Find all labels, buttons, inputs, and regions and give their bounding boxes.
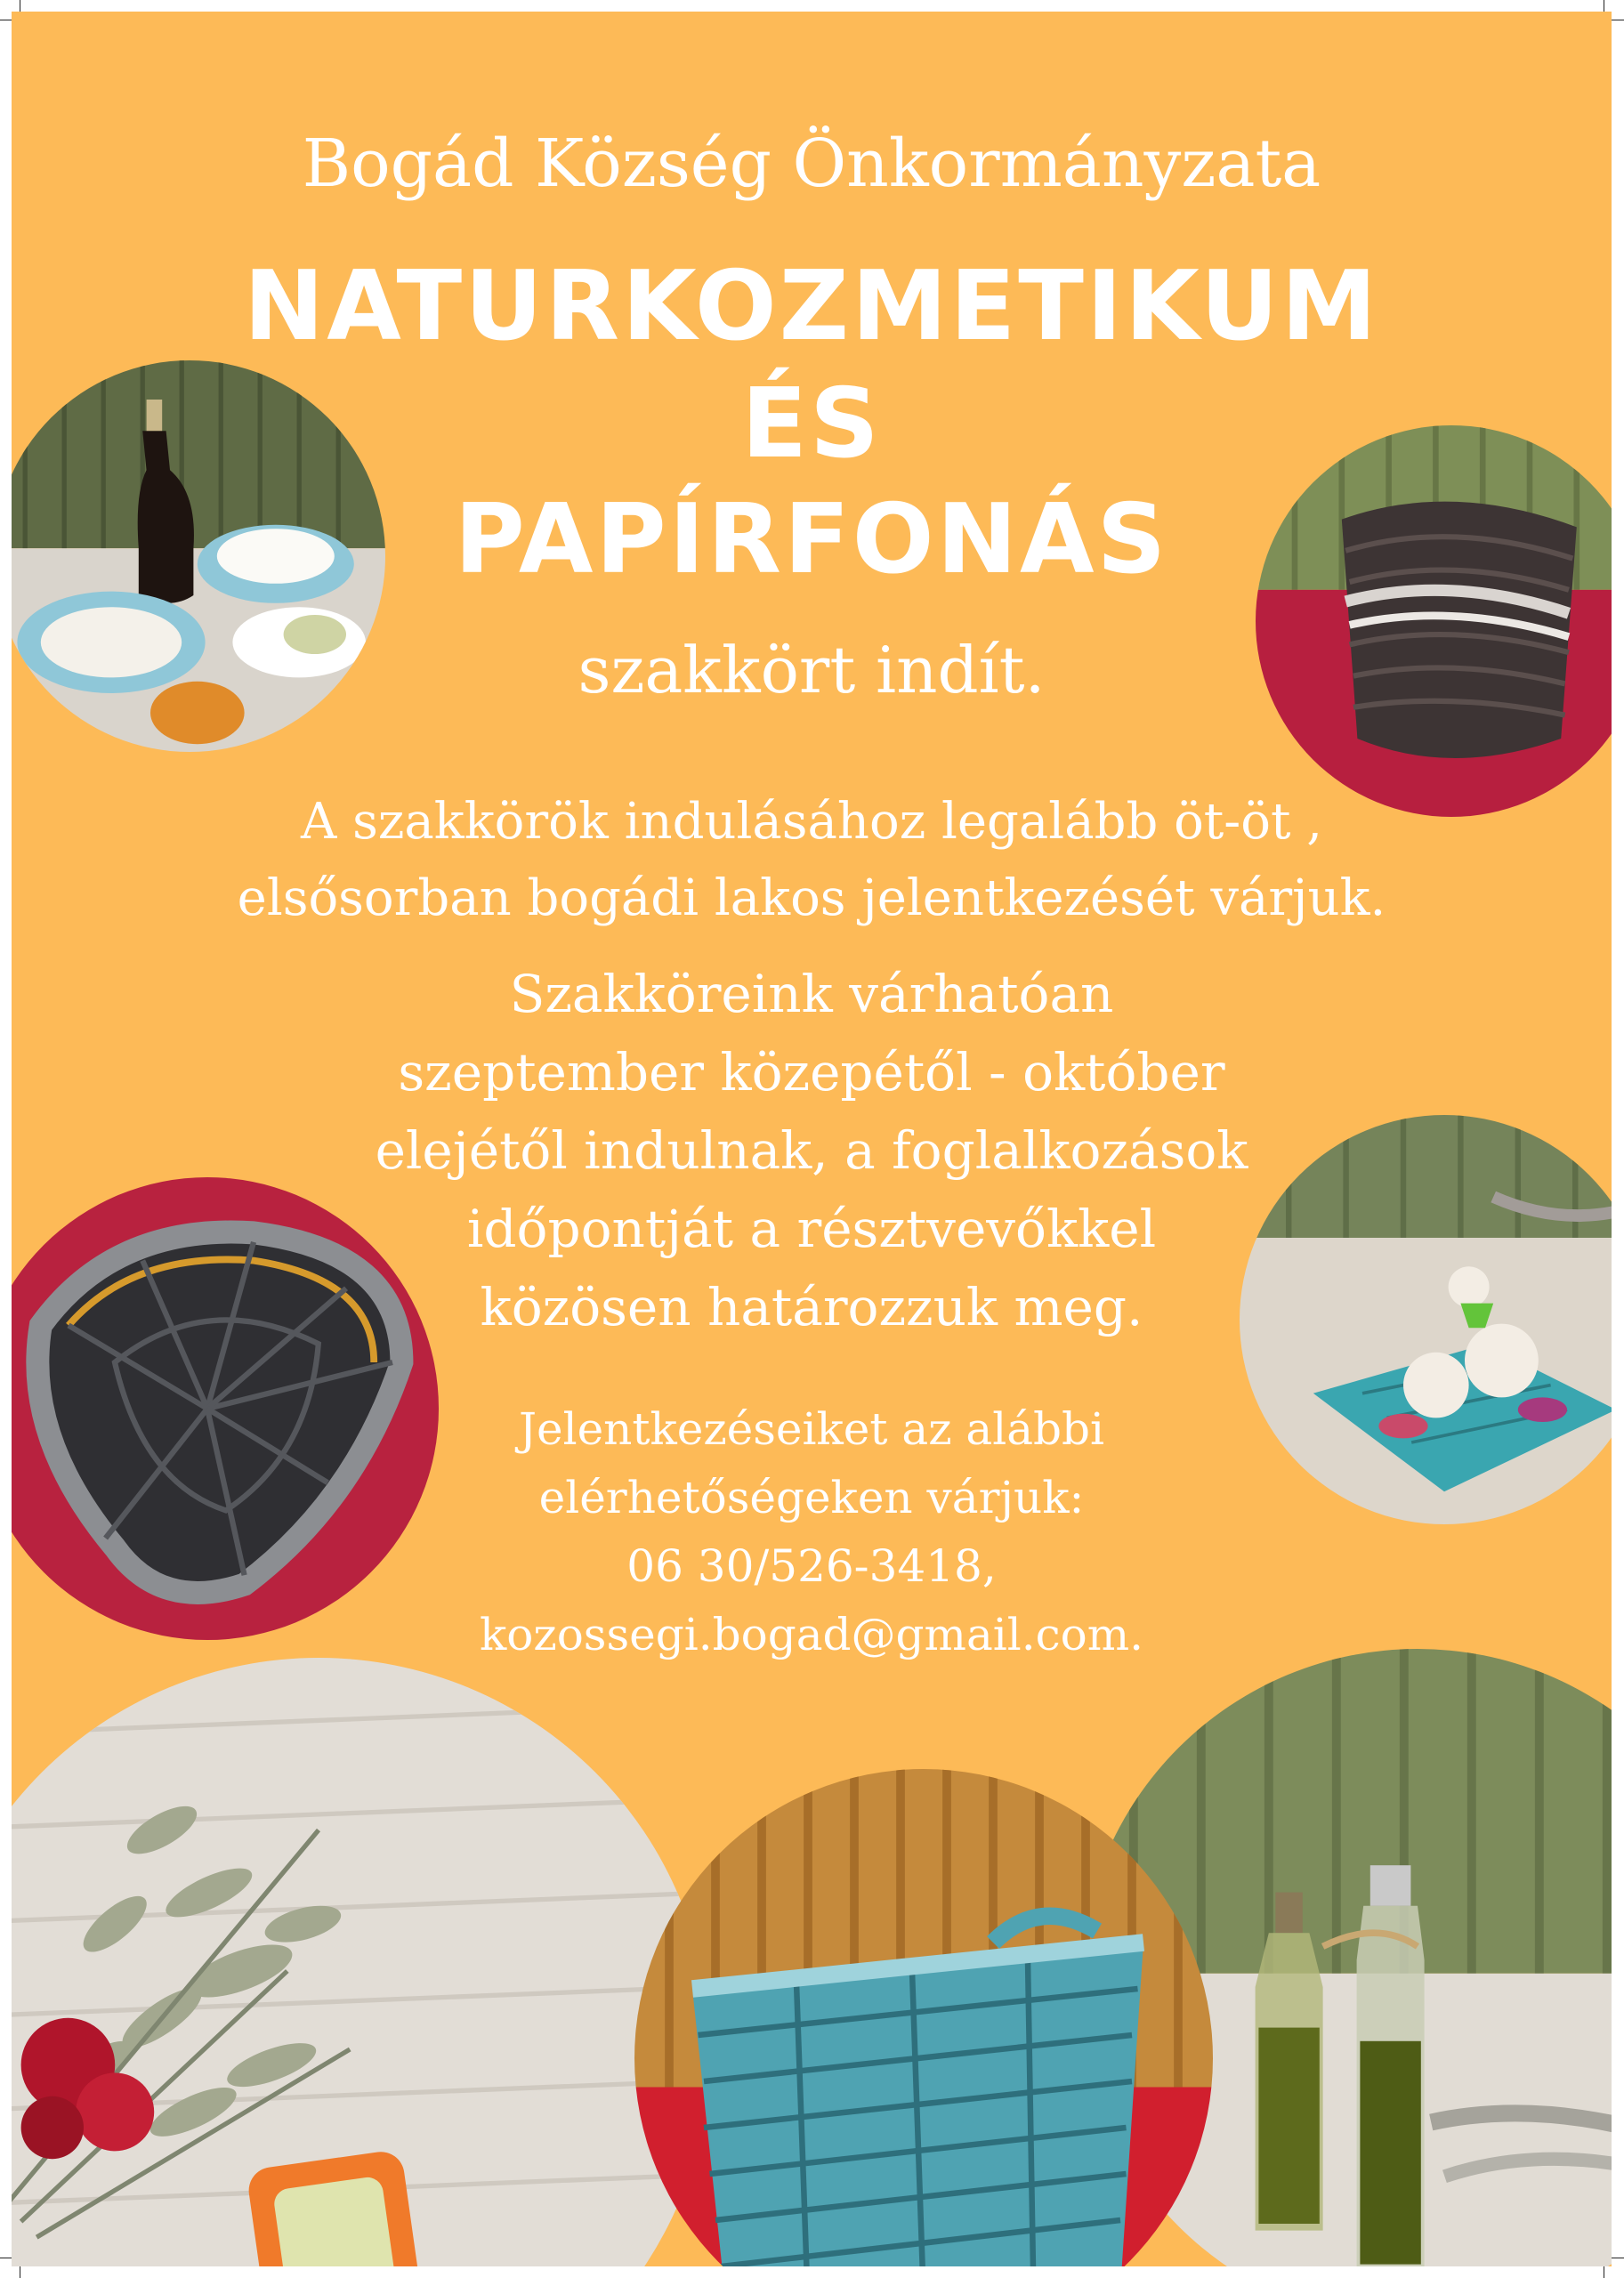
title-line-1: NATURKOZMETIKUM (243, 251, 1380, 362)
contact-line-1: Jelentkezéseiket az alábbi (518, 1403, 1105, 1455)
requirement-paragraph (12, 784, 1612, 937)
schedule-line-4: időpontját a résztvevőkkel (466, 1199, 1157, 1259)
requirement-line-2: elsősorban bogádi lakos jelentkezését várjuk. (237, 869, 1386, 927)
photo-sage-roses-soap (12, 1658, 710, 2266)
subtitle: szakkört indít. (578, 633, 1046, 707)
title-line-3: PAPÍRFONÁS (454, 484, 1169, 595)
schedule-line-3: elejétől indulnak, a foglalkozások (375, 1120, 1248, 1181)
requirement-line-1: A szakkörök indulásához legalább öt-öt , (300, 793, 1323, 851)
title-line-2: ÉS (741, 368, 882, 480)
contact-email: kozossegi.bogad@gmail.com. (479, 1609, 1144, 1660)
schedule-line-2: szeptember közepétől - október (398, 1042, 1225, 1103)
organization-name: Bogád Község Önkormányzata (302, 125, 1321, 202)
schedule-paragraph (12, 955, 1612, 1346)
photo-woven-pot (1256, 425, 1612, 817)
contact-block (12, 1395, 1612, 1669)
schedule-line-5: közösen határozzuk meg. (480, 1277, 1143, 1337)
contact-line-2: elérhetőségeken várjuk: (538, 1472, 1085, 1523)
poster (12, 12, 1612, 2266)
contact-phone: 06 30/526-3418, (626, 1540, 997, 1592)
schedule-line-1: Szakköreink várhatóan (509, 964, 1114, 1024)
